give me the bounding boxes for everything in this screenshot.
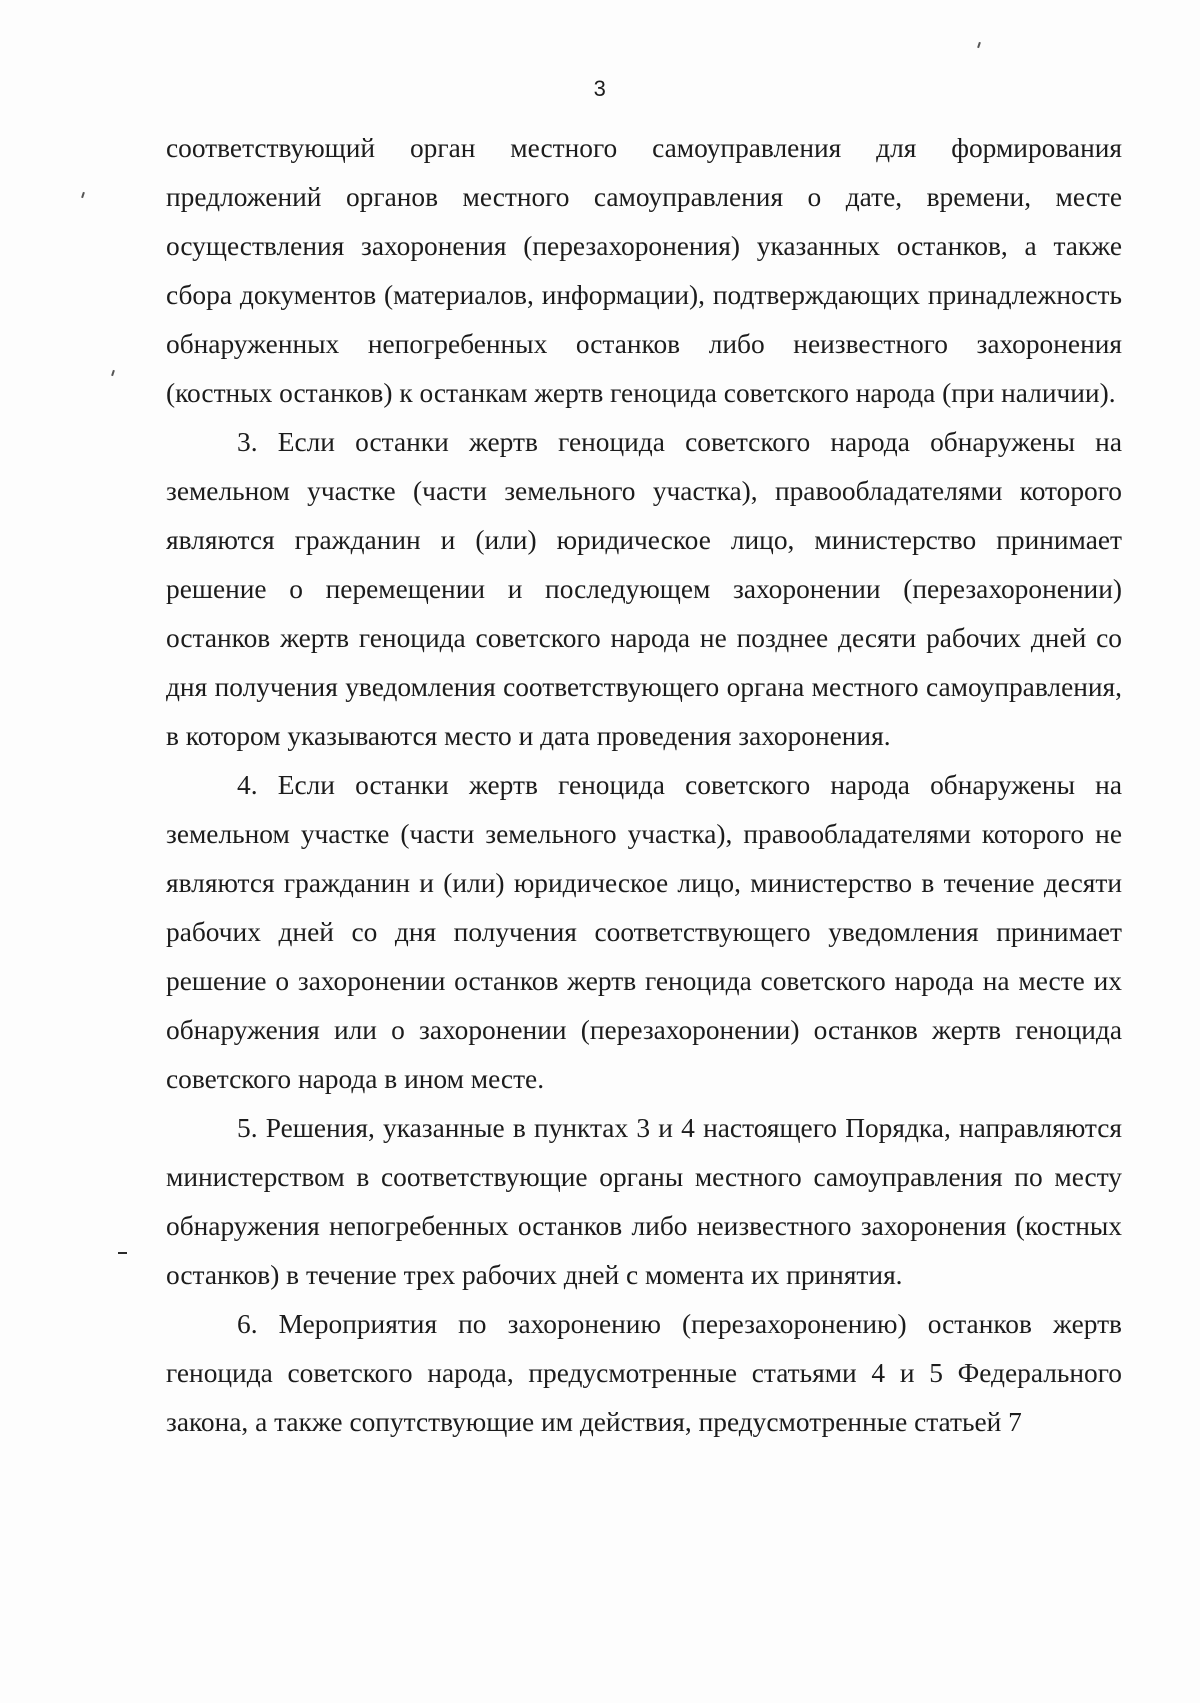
document-body bbox=[166, 124, 1122, 1447]
paragraph-item-3: 3. Если останки жертв геноцида советского народа обнаружены на земельном участке (части земельного участка), правообладателями которого являются гражданин и (или) юридическое лицо, министерство принимает решение о перемещении и последующем захоронении (перезахоронении) останков жертв геноцида советского народа не позднее десяти рабочих дней со дня получения уведомления соответствующего органа местного самоуправления, в котором указываются место и дата проведения захоронения. bbox=[166, 427, 1122, 751]
paragraph-continued: соответствующий орган местного самоуправления для формирования предложений органов местного самоуправления о дате, времени, месте осуществления захоронения (перезахоронения) указанных останков, а также сбора документов (материалов, информации), подтверждающих принадлежность обнаруженных непогребенных останков либо неизвестного захоронения (костных останков) к останкам жертв геноцида советского народа (при наличии). bbox=[166, 133, 1122, 408]
scan-speck bbox=[977, 42, 981, 48]
paragraph-item-5: 5. Решения, указанные в пунктах 3 и 4 настоящего Порядка, направляются министерством в соответствующие органы местного самоуправления по месту обнаружения непогребенных останков либо неизвестного захоронения (костных останков) в течение трех рабочих дней с момента их принятия. bbox=[166, 1113, 1122, 1290]
paragraph-item-6: 6. Мероприятия по захоронению (перезахоронению) останков жертв геноцида советского народа, предусмотренные статьями 4 и 5 Федерального закона, а также сопутствующие им действия, предусмотренные статьей 7 bbox=[166, 1309, 1122, 1437]
page-number: 3 bbox=[593, 76, 607, 101]
scan-speck bbox=[81, 192, 85, 198]
scan-dash-mark bbox=[118, 1252, 127, 1254]
paragraph-item-4: 4. Если останки жертв геноцида советского народа обнаружены на земельном участке (части земельного участка), правообладателями которого не являются гражданин и (или) юридическое лицо, министерство в течение десяти рабочих дней со дня получения соответствующего уведомления принимает решение о захоронении останков жертв геноцида советского народа на месте их обнаружения или о захоронении (перезахоронении) останков жертв геноцида советского народа в ином месте. bbox=[166, 770, 1122, 1094]
scan-speck bbox=[111, 370, 115, 376]
